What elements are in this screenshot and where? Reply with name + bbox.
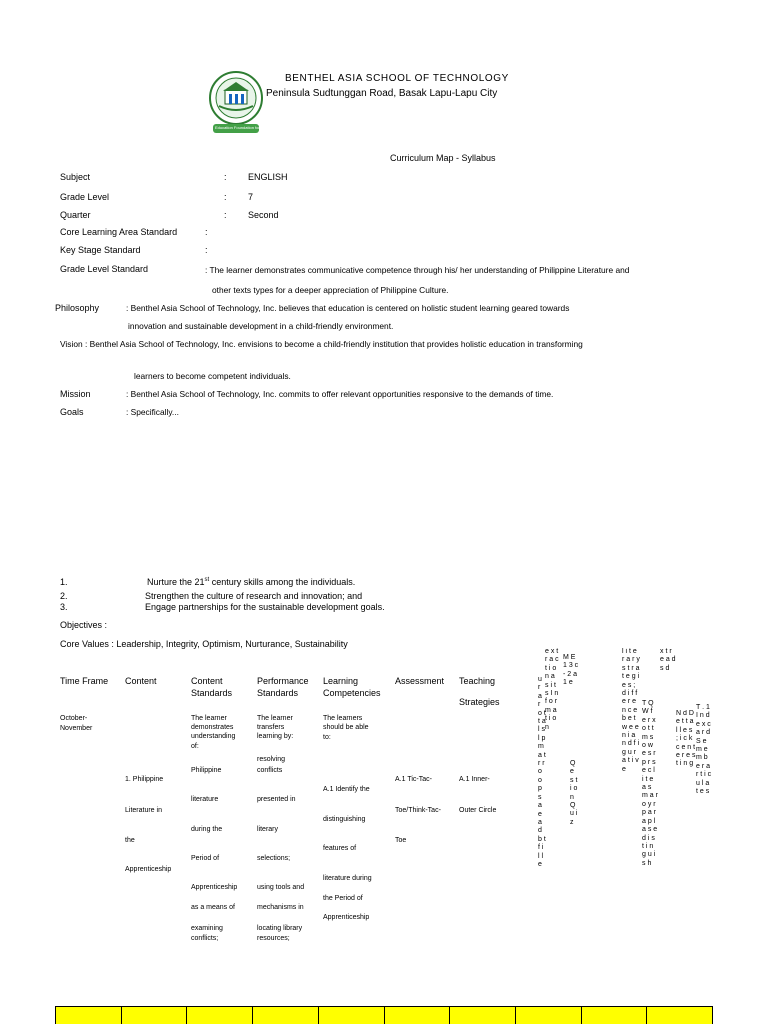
mission-text: : Benthel Asia School of Technology, Inc. commits to offer relevant opportunities responsive to the demands of time. (126, 389, 554, 399)
cell-content-standards: Philippine (191, 767, 222, 774)
header-content: Content (125, 676, 157, 686)
cell-performance-standards: mechanisms in (257, 904, 304, 911)
cell-performance-standards: transfers (257, 724, 285, 731)
header-content-standards-1: Content (191, 676, 223, 686)
cell-learning-competencies: The learners (323, 715, 363, 722)
cell-content-standards: during the (191, 826, 223, 833)
goals-label: Goals (60, 407, 84, 417)
yellow-cell (55, 1006, 121, 1024)
header-assessment: Assessment (395, 676, 445, 686)
cell-learning-competencies: should be able (323, 724, 369, 731)
cell-learning-competencies: features of (323, 845, 357, 852)
goal-text: Engage partnerships for the sustainable development goals. (145, 602, 385, 612)
field-value: ENGLISH (248, 172, 288, 182)
yellow-cell (318, 1006, 384, 1024)
cell-learning-competencies: Apprenticeship (323, 914, 370, 921)
cell-assessment: A.1 Tic-Tac- (395, 776, 432, 783)
cell-content-standards: The learner (191, 715, 227, 722)
core-values: Core Values : Leadership, Integrity, Optimism, Nurturance, Sustainability (60, 639, 348, 649)
field-label: Core Learning Area Standard (60, 227, 178, 237)
cell-content-standards: demonstrates (191, 724, 234, 731)
cell-learning-competencies: distinguishing (323, 816, 366, 823)
school-address: Peninsula Sudtunggan Road, Basak Lapu-Lapu City (266, 88, 498, 99)
cell-performance-standards: resources; (257, 935, 290, 942)
field-colon: : (224, 210, 227, 220)
cell-performance-standards: resolving (257, 756, 286, 763)
goal-number: 2. (60, 591, 68, 601)
goal-text: Nurture the 21st century skills among the individuals. (147, 577, 356, 587)
cell-assessment: Toe (395, 837, 407, 844)
field-colon: : (205, 245, 208, 255)
cell-learning-competencies: A.1 Identify the (323, 786, 370, 793)
cell-content-standards: Period of (191, 855, 220, 862)
goal-number: 1. (60, 577, 68, 587)
cell-content: 1. Philippine (125, 776, 164, 783)
field-colon: : (205, 227, 208, 237)
grade-level-standard-line1: : The learner demonstrates communicative competence through his/ her understanding of Philippine Literature and (205, 265, 630, 275)
cell-content: Apprenticeship (125, 866, 172, 873)
field-value: 7 (248, 192, 254, 202)
yellow-cell (449, 1006, 515, 1024)
field-label: Subject (60, 172, 91, 182)
logo-banner-text: Education Foundation for All (215, 125, 266, 130)
rotated-text-column: T . 1 I n d e x c a r d S e m e m b e r a r t i c u l a t e s (696, 704, 712, 796)
goals-text: : Specifically... (126, 407, 179, 417)
cell-teaching-strategies: A.1 Inner- (459, 776, 490, 783)
grade-level-standard-line2: other texts types for a deeper appreciation of Philippine Culture. (212, 285, 449, 295)
cell-content-standards: examining (191, 925, 223, 932)
mission-label: Mission (60, 389, 91, 399)
rotated-text-column: x t r e a d s d (660, 648, 676, 672)
cell-learning-competencies: the Period of (323, 895, 363, 902)
header-performance-standards-2: Standards (257, 688, 299, 698)
cell-learning-competencies: to: (323, 734, 331, 741)
cell-performance-standards: literary (257, 826, 279, 833)
header-teaching-strategies-2: Strategies (459, 697, 500, 707)
header-time-frame: Time Frame (60, 676, 109, 686)
header-performance-standards-1: Performance (257, 676, 309, 686)
header-learning-competencies-1: Learning (323, 676, 359, 686)
field-label: Quarter (60, 210, 91, 220)
cell-time-frame-2: November (60, 725, 93, 732)
cell-content-standards: literature (191, 796, 219, 803)
vision-line2: learners to become competent individuals. (134, 371, 291, 381)
rotated-text-column: M E 1 3 c - 2 a 1 e (563, 654, 579, 687)
document-title: Curriculum Map - Syllabus (390, 153, 496, 163)
goal-text: Strengthen the culture of research and innovation; and (145, 591, 363, 601)
field-label: Grade Level (60, 192, 110, 202)
philosophy-label: Philosophy (55, 303, 100, 313)
yellow-cell (646, 1006, 713, 1024)
field-colon: : (224, 192, 227, 202)
cell-time-frame-1: October- (60, 715, 88, 722)
rotated-text-column: N d D e t t a l l e s ; i c k c e n t e r e s t i n g (676, 710, 696, 768)
objectives-label: Objectives : (60, 620, 108, 630)
field-value: Second (248, 210, 279, 220)
cell-content: the (125, 837, 135, 844)
yellow-cell (515, 1006, 581, 1024)
cell-performance-standards: locating library (257, 925, 303, 932)
cell-content-standards: Apprenticeship (191, 884, 238, 891)
field-colon: : (224, 172, 227, 182)
field-label: Key Stage Standard (60, 245, 141, 255)
yellow-cell (121, 1006, 187, 1024)
cell-teaching-strategies: Outer Circle (459, 807, 497, 814)
cell-performance-standards: learning by: (257, 733, 294, 740)
yellow-cell (186, 1006, 252, 1024)
vision-line1: Vision : Benthel Asia School of Technology, Inc. envisions to become a child-friendly institution that provides holistic education in transforming (60, 339, 583, 349)
cell-performance-standards: The learner (257, 715, 293, 722)
cell-performance-standards: selections; (257, 855, 291, 862)
cell-content-standards: conflicts; (191, 935, 219, 942)
cell-assessment: Toe/Think-Tac- (395, 807, 441, 814)
cell-content-standards: of: (191, 743, 199, 750)
rotated-text-column: l i t e r a r y s t r a t e g i e s ; d i f f e r e n c e b e t w e e n i a n d f i g u r a t i v e (622, 648, 640, 773)
philosophy-line2: innovation and sustainable development in a child-friendly environment. (128, 321, 394, 331)
grade-level-standard-label: Grade Level Standard (60, 264, 149, 274)
rotated-text-column: Q e s t i o n Q u i z (570, 760, 578, 826)
yellow-cell (252, 1006, 318, 1024)
rotated-text-column: e x t r a c t i o n a s i t s I n f o r m a t i o n (545, 648, 559, 731)
rotated-text-column: T Q W f e r x o t t m s o w e s r p r s e c l i t e a s m a r o y r p a r a p l a s e d i s t i n g u i s h (642, 700, 658, 867)
cell-content-standards: understanding (191, 733, 236, 740)
cell-performance-standards: using tools and (257, 884, 305, 891)
cell-content: Literature in (125, 807, 162, 814)
yellow-table-row (55, 1006, 713, 1024)
header-teaching-strategies-1: Teaching (459, 676, 496, 686)
philosophy-line1: : Benthel Asia School of Technology, Inc. believes that education is centered on holistic student learning geared towards (126, 303, 570, 313)
cell-content-standards: as a means of (191, 904, 235, 911)
yellow-cell (581, 1006, 647, 1024)
cell-performance-standards: presented in (257, 796, 296, 803)
cell-learning-competencies: literature during (323, 875, 372, 882)
yellow-cell (384, 1006, 450, 1024)
school-name: BENTHEL ASIA SCHOOL OF TECHNOLOGY (285, 73, 509, 84)
goal-number: 3. (60, 602, 68, 612)
header-content-standards-2: Standards (191, 688, 233, 698)
rotated-text-column: u r a r o t t a l s l p m a t r r o o p s a e a d b t f i l l e (538, 676, 546, 868)
cell-performance-standards: conflicts (257, 767, 283, 774)
school-logo (207, 70, 265, 136)
header-learning-competencies-2: Competencies (323, 688, 381, 698)
